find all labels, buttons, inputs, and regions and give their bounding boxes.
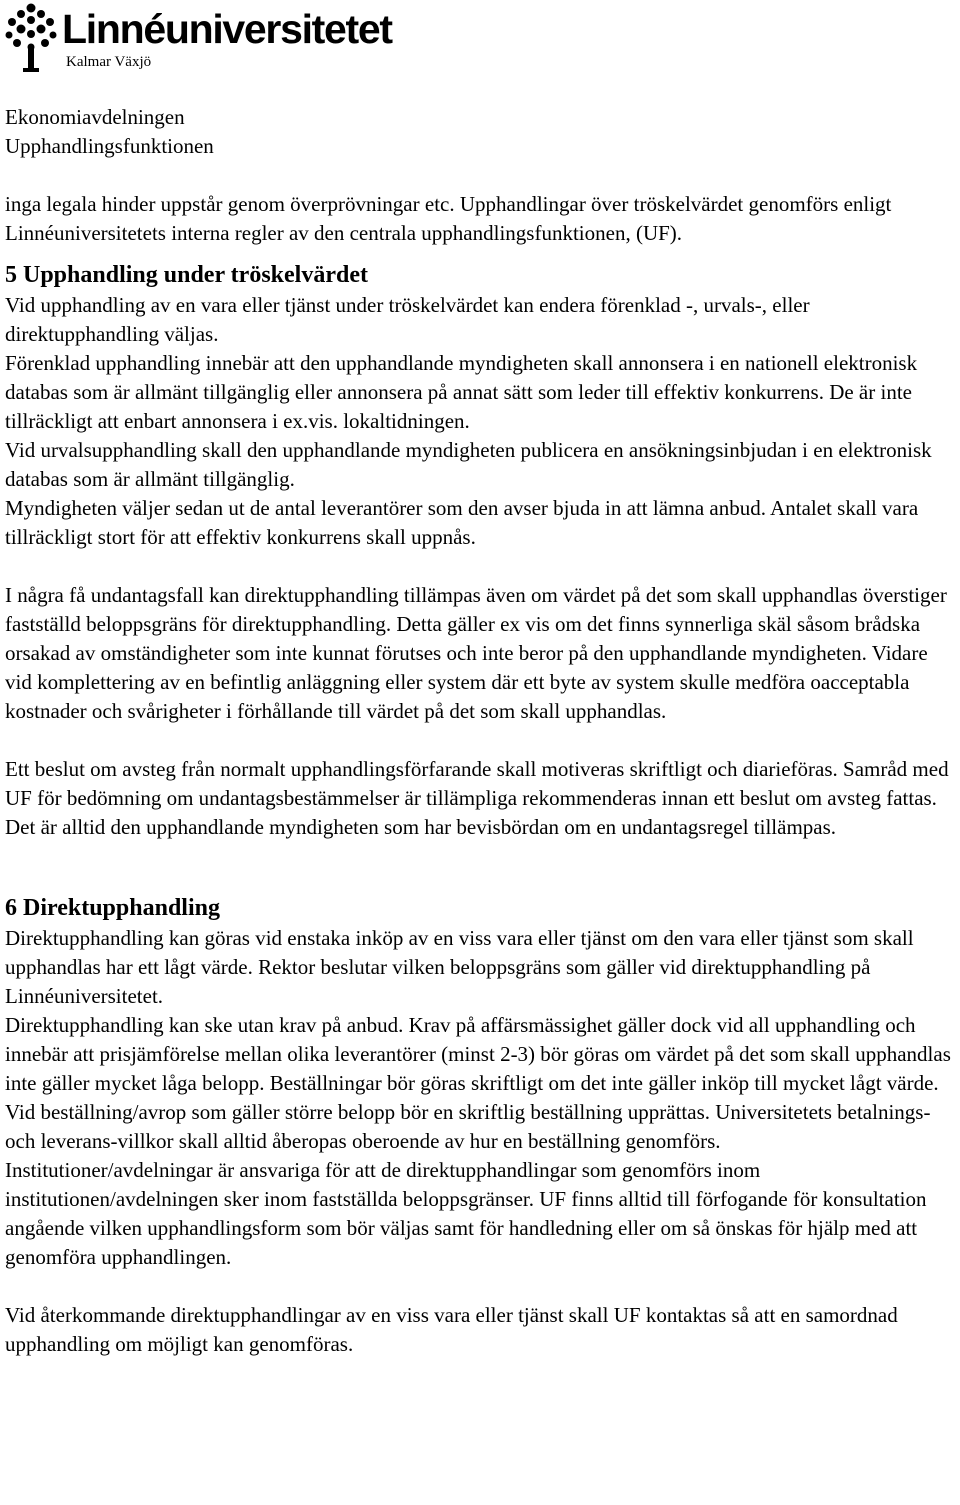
university-logo bbox=[4, 2, 414, 76]
document-header bbox=[5, 103, 214, 161]
section-5-paragraph-2: Förenklad upphandling innebär att den upphandlande myndigheten skall annonsera i en nationell elektronisk databas som är allmänt tillgänglig eller annonsera på annat sätt som leder till effektiv konkurrens. De är inte tillräckligt att enbart annonsera i ex.vis. lokaltidningen. bbox=[5, 351, 918, 433]
section-6-paragraph-1: Direktupphandling kan göras vid enstaka inköp av en viss vara eller tjänst om den vara eller tjänst som skall upphandlas har ett lågt värde. Rektor beslutar vilken beloppsgräns som gäller vid direktupphandling på Linnéuniversitetet. bbox=[5, 926, 914, 1008]
section-5-paragraph-4: Myndigheten väljer sedan ut de antal leverantörer som den avser bjuda in att lämna anbud. Antalet skall vara tillräckligt stort för att effektiv konkurrens skall uppnås. bbox=[5, 496, 919, 549]
document-body bbox=[5, 190, 957, 1359]
section-5-paragraph-6: Ett beslut om avsteg från normalt upphandlingsförfarande skall motiveras skriftligt och diarieföras. Samråd med UF för bedömning om undantagsbestämmelser är tillämpliga rekommenderas innan ett beslut om avsteg fattas. Det är alltid den upphandlande myndigheten som har bevisbördan om en undantagsregel tillämpas. bbox=[5, 757, 949, 839]
function-name: Upphandlingsfunktionen bbox=[5, 134, 214, 158]
section-5-paragraph-3: Vid urvalsupphandling skall den upphandlande myndigheten publicera en ansökningsinbjudan i en elektronisk databas som är allmänt tillgänglig. bbox=[5, 438, 932, 491]
section-6-paragraph-2: Direktupphandling kan ske utan krav på anbud. Krav på affärsmässighet gäller dock vid all upphandling och innebär att prisjämförelse mellan olika leverantörer (minst 2-3) bör göras om värdet på det som skall upphandlas inte gäller mycket låga belopp. Beställningar bör göras skriftligt om det inte gäller inköp till mycket lågt värde. Vid beställning/avrop som gäller större belopp bör en skriftlig beställning upprättas. Universitetets betalnings- och leverans-villkor skall alltid åberopas oberoende av hur en beställning genomförs. bbox=[5, 1013, 951, 1153]
section-5-paragraph-5: I några få undantagsfall kan direktupphandling tillämpas även om värdet på det som skall upphandlas överstiger fastställd beloppsgräns för direktupphandling. Detta gäller ex vis om det finns synnerliga skäl såsom brådska orsakad av omständigheter som inte kunnat förutses och inte beror på den upphandlande myndigheten. Vidare vid komplettering av en befintlig anläggning eller system där ett byte av system skulle medföra oacceptabla kostnader och svårigheter i förhållande till värdet på det som skall upphandlas. bbox=[5, 583, 947, 723]
logo-wordmark: Linnéuniversitetet bbox=[62, 6, 392, 52]
department-name: Ekonomiavdelningen bbox=[5, 105, 185, 129]
intro-paragraph: inga legala hinder uppstår genom överprövningar etc. Upphandlingar över tröskelvärdet genomförs enligt Linnéuniversitetets interna regler av den centrala upphandlingsfunktionen, (UF). bbox=[5, 192, 892, 245]
section-6-paragraph-3: Institutioner/avdelningar är ansvariga för att de direktupphandlingar som genomförs inom institutionen/avdelningen sker inom fastställda beloppsgränser. UF finns alltid till förfogande för konsultation angående vilken upphandlingsform som bör väljas samt för handledning eller om så önskas för hjälp med att genomföra upphandlingen. bbox=[5, 1158, 927, 1269]
section-5-paragraph-1: Vid upphandling av en vara eller tjänst under tröskelvärdet kan endera förenklad -, urvals-, eller direktupphandling väljas. bbox=[5, 293, 810, 346]
logo-subtitle: Kalmar Växjö bbox=[66, 54, 152, 70]
section-5-heading: 5 Upphandling under tröskelvärdet bbox=[5, 262, 368, 288]
section-6-heading: 6 Direktupphandling bbox=[5, 895, 220, 921]
tree-icon bbox=[4, 2, 58, 74]
section-6-paragraph-4: Vid återkommande direktupphandlingar av en viss vara eller tjänst skall UF kontaktas så att en samordnad upphandling om möjligt kan genomföras. bbox=[5, 1303, 898, 1356]
